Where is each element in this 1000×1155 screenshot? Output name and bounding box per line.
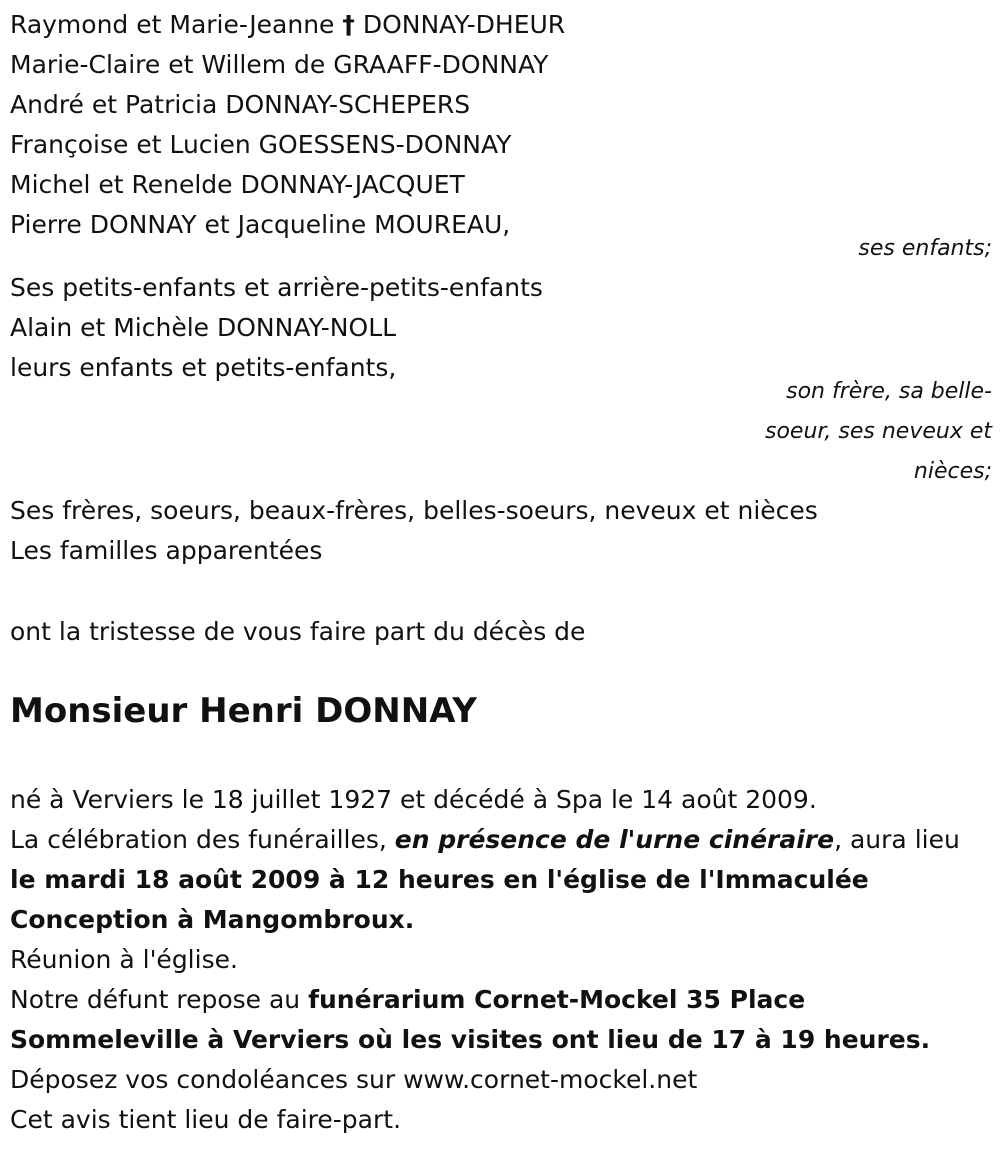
child-line-3: André et Patricia DONNAY-SCHEPERS bbox=[10, 90, 471, 119]
birth-death: né à Verviers le 18 juillet 1927 et décédé à Spa le 14 août 2009. bbox=[10, 785, 817, 814]
brother-line-2: leurs enfants et petits-enfants, bbox=[10, 353, 397, 382]
extended-family-line-1: Ses frères, soeurs, beaux-frères, belles-soeurs, neveux et nièces bbox=[10, 496, 818, 525]
condolences-line: Déposez vos condoléances sur www.cornet-mockel.net bbox=[10, 1065, 698, 1094]
child-line-2: Marie-Claire et Willem de GRAAFF-DONNAY bbox=[10, 50, 549, 79]
deceased-name: Monsieur Henri DONNAY bbox=[10, 691, 477, 731]
grandchildren-line: Ses petits-enfants et arrière-petits-enfants bbox=[10, 273, 543, 302]
children-role: ses enfants; bbox=[858, 236, 992, 261]
meeting-line: Réunion à l'église. bbox=[10, 945, 238, 974]
repose-line-2: Sommeleville à Verviers où les visites ont lieu de 17 à 19 heures. bbox=[10, 1025, 931, 1054]
repose-line-1: Notre défunt repose au funérarium Cornet-Mockel 35 Place bbox=[10, 985, 806, 1014]
child-line-6: Pierre DONNAY et Jacqueline MOUREAU, bbox=[10, 210, 511, 239]
brother-role-1: son frère, sa belle- bbox=[786, 379, 992, 404]
brother-role-3: nièces; bbox=[913, 459, 992, 484]
announcement: ont la tristesse de vous faire part du décès de bbox=[10, 617, 586, 646]
child-line-1: Raymond et Marie-Jeanne † DONNAY-DHEUR bbox=[10, 10, 566, 39]
child-line-5: Michel et Renelde DONNAY-JACQUET bbox=[10, 170, 465, 199]
ceremony-line-3: Conception à Mangombroux. bbox=[10, 905, 415, 934]
brother-line-1: Alain et Michèle DONNAY-NOLL bbox=[10, 313, 397, 342]
ceremony-line-2: le mardi 18 août 2009 à 12 heures en l'église de l'Immaculée bbox=[10, 865, 869, 894]
ceremony-line-1: La célébration des funérailles, en présence de l'urne cinéraire, aura lieu bbox=[10, 825, 960, 854]
child-line-4: Françoise et Lucien GOESSENS-DONNAY bbox=[10, 130, 512, 159]
closing-line: Cet avis tient lieu de faire-part. bbox=[10, 1105, 402, 1134]
urn-phrase: en présence de l'urne cinéraire bbox=[394, 825, 835, 854]
brother-role-2: soeur, ses neveux et bbox=[764, 419, 992, 444]
cross-icon: † bbox=[342, 10, 355, 39]
extended-family-line-2: Les familles apparentées bbox=[10, 536, 323, 565]
